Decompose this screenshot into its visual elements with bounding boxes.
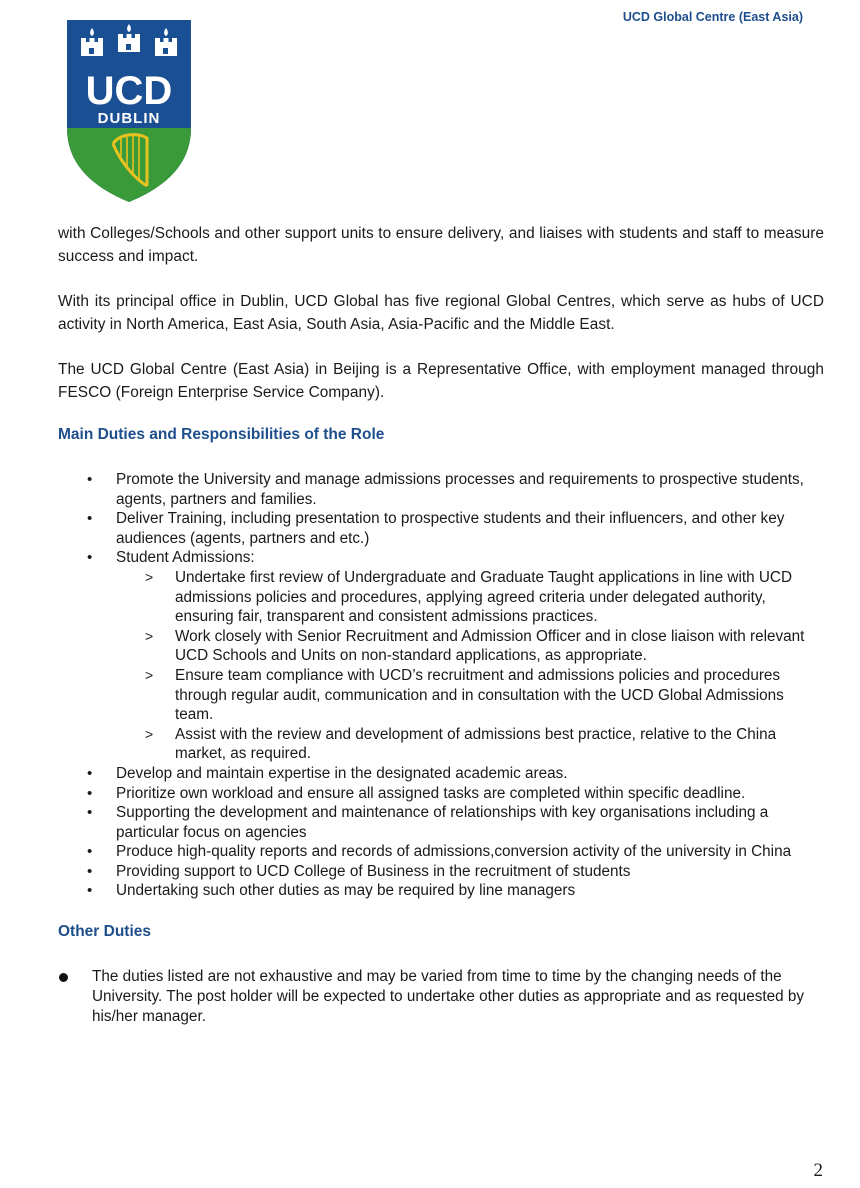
bullet-icon: • (87, 784, 93, 802)
intro-paragraph-continued: with Colleges/Schools and other support units to ensure delivery, and liaises with students and staff to measure success and impact. (58, 225, 824, 265)
other-duties-heading: Other Duties (58, 923, 152, 941)
sub-list-item: > Ensure team compliance with UCD’s recruitment and admissions policies and procedures through regular audit, communication and in consultation with the UCD Global Admissions team. (145, 666, 784, 724)
ucd-dublin-crest-logo (63, 16, 195, 204)
bullet-icon: • (87, 510, 93, 528)
bullet-icon: • (87, 804, 93, 822)
admissions-sub-list (116, 568, 824, 764)
logo-dublin-text: DUBLIN (97, 110, 161, 127)
main-duties-list (58, 470, 824, 901)
list-item: • Promote the University and manage admissions processes and requirements to prospective students, agents, partners and families. (87, 471, 804, 508)
bullet-dot-icon (59, 973, 68, 982)
list-item: • Supporting the development and maintenance of relationships with key organisations including a particular focus on agencies (87, 804, 769, 841)
bullet-icon: • (87, 862, 93, 880)
sub-list-item: > Assist with the review and development of admissions best practice, relative to the China market, as required. (145, 725, 777, 763)
list-item: • Produce high-quality reports and records of admissions,conversion activity of the university in China (87, 843, 792, 861)
list-item: • Student Admissions: > Undertake first review of Undergraduate and Graduate Taught applications in line with UCD admissions policies and procedures, applying agreed criteria under delegated authority, ensuring fair, transparent and consistent admissions practices. > Work closely with Senior Recruitment and Admission Officer and in close liaison with relevant UCD Schools and Units on non-standard applications, as appropriate. > Ensure team compliance with UCD’s recruitment and admissions policies and procedures through regular audit, communication and in consultation with the UCD Global Admissions team. > Assist with the review and development of admissions best practice, relative to the China market, as required. (58, 548, 824, 764)
bullet-icon: • (87, 882, 93, 900)
bullet-icon: • (87, 843, 93, 861)
bullet-icon: • (87, 764, 93, 782)
header-centre-label: UCD Global Centre (East Asia) (622, 10, 803, 24)
bullet-icon: • (87, 471, 93, 488)
list-item: • Deliver Training, including presentation to prospective students and their influencers, and other key audiences (agents, partners and etc.) (87, 510, 785, 547)
list-item: The duties listed are not exhaustive and may be varied from time to time by the changing needs of the University. The post holder will be expected to undertake other duties as appropriate and as requested by his/her manager. (58, 967, 824, 1027)
page-content (58, 222, 824, 1027)
main-duties-heading: Main Duties and Responsibilities of the Role (58, 426, 385, 443)
other-duties-list (58, 967, 824, 1027)
sub-list-item: > Undertake first review of Undergraduate and Graduate Taught applications in line with UCD admissions policies and procedures, applying agreed criteria under delegated authority, ensuring fair, transparent and consistent admissions practices. (145, 568, 793, 626)
representative-office-paragraph: The UCD Global Centre (East Asia) in Beijing is a Representative Office, with employment managed through FESCO (Foreign Enterprise Service Company). (58, 361, 824, 401)
list-item: • Prioritize own workload and ensure all assigned tasks are completed within specific deadline. (87, 784, 746, 802)
arrow-icon: > (145, 568, 154, 585)
global-centres-paragraph: With its principal office in Dublin, UCD Global has five regional Global Centres, which serve as hubs of UCD activity in North America, East Asia, South Asia, Asia-Pacific and the Middle East. (58, 293, 824, 333)
page-number: 2 (813, 1160, 823, 1181)
list-item: • Develop and maintain expertise in the designated academic areas. (87, 764, 568, 782)
sub-list-item: > Work closely with Senior Recruitment and Admission Officer and in close liaison with relevant UCD Schools and Units on non-standard applications, as appropriate. (145, 627, 805, 665)
logo-ucd-text: UCD (85, 69, 173, 113)
arrow-icon: > (145, 627, 154, 644)
arrow-icon: > (145, 666, 154, 683)
list-item: • Undertaking such other duties as may be required by line managers (87, 882, 576, 900)
list-item: • Providing support to UCD College of Business in the recruitment of students (87, 862, 631, 880)
bullet-icon: • (87, 549, 93, 567)
arrow-icon: > (145, 725, 154, 742)
